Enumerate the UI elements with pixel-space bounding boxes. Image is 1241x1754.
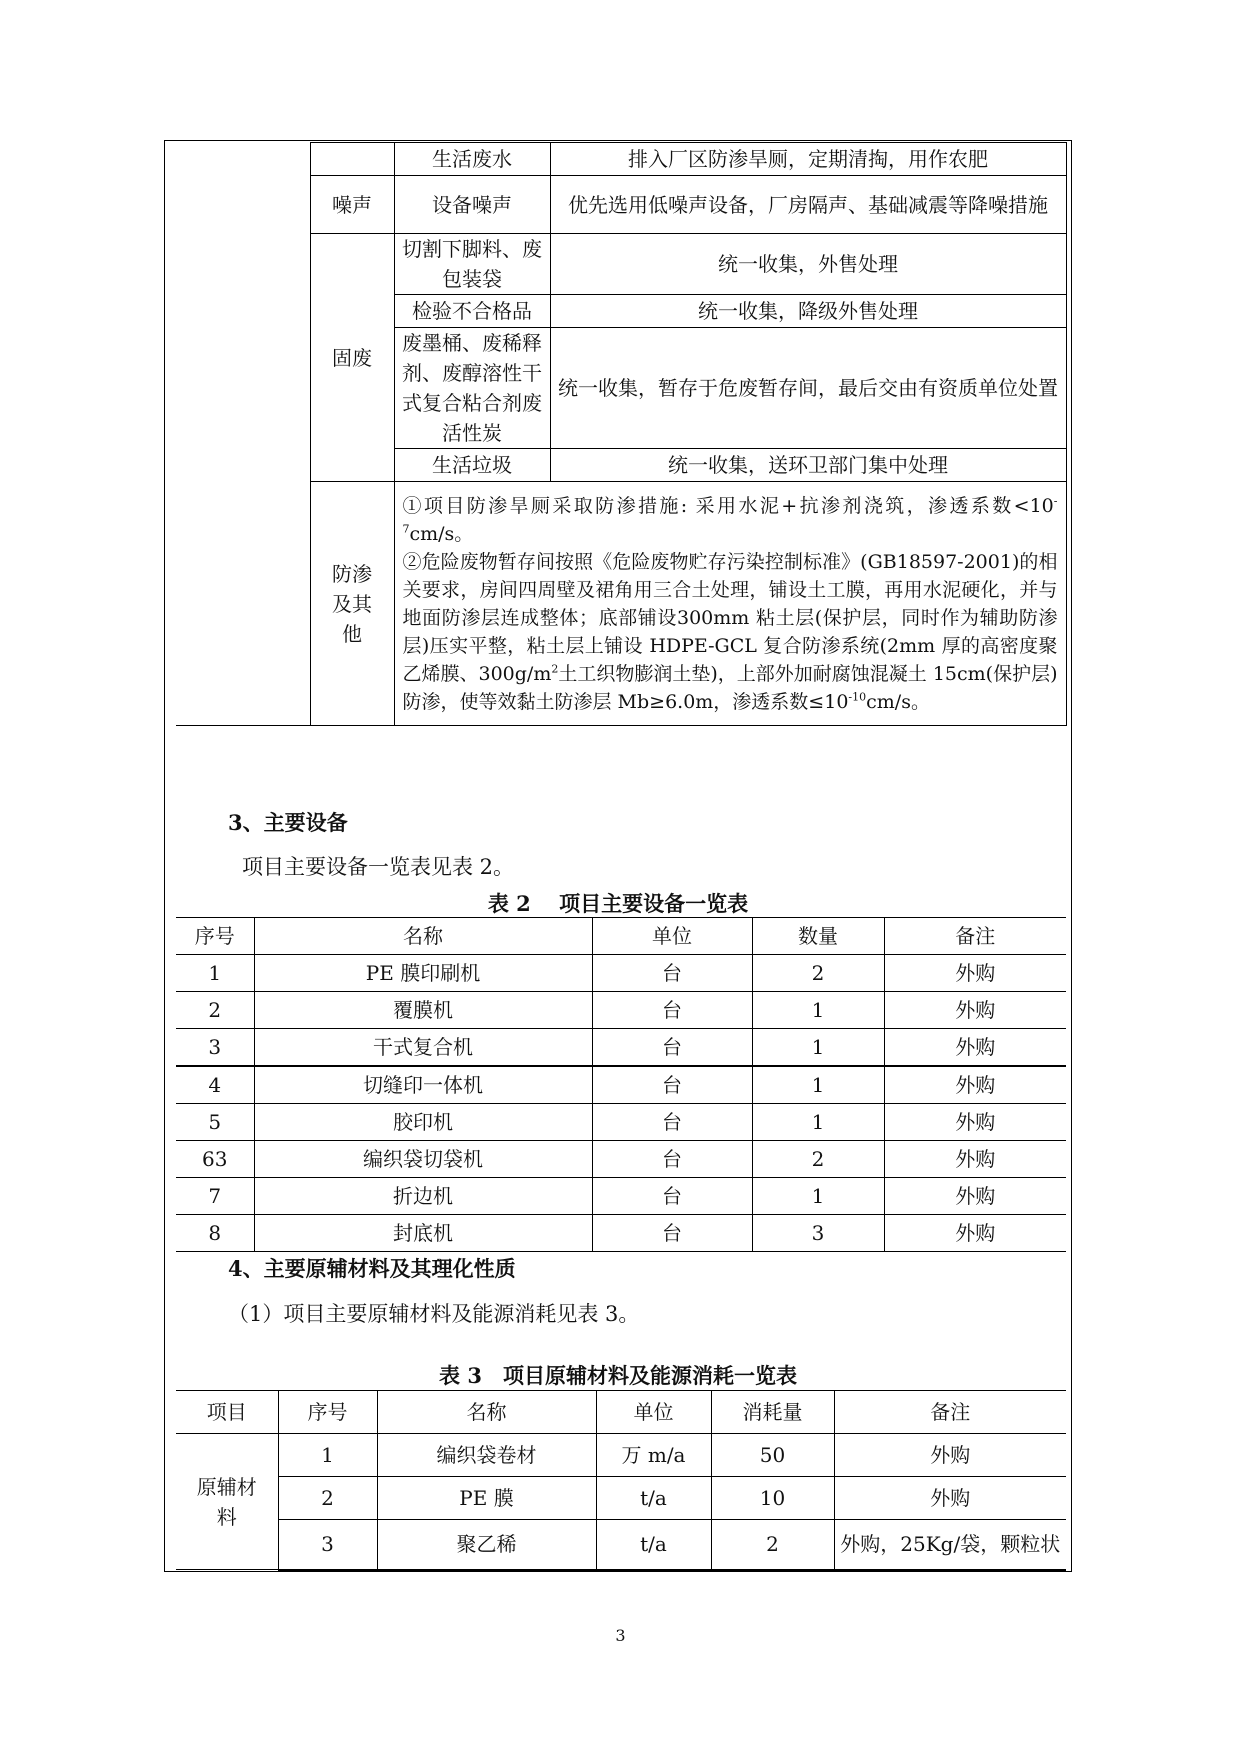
pollution-measures-table bbox=[176, 142, 1067, 726]
cell: 胶印机 bbox=[254, 1104, 592, 1141]
cell: 2 bbox=[278, 1477, 377, 1520]
cell: 3 bbox=[278, 1520, 377, 1570]
item-cell: 废墨桶、废稀释剂、废醇溶性干式复合粘合剂废活性炭 bbox=[394, 328, 550, 449]
cell: PE 膜 bbox=[377, 1477, 596, 1520]
cell: 台 bbox=[592, 1141, 752, 1178]
cell: 台 bbox=[592, 992, 752, 1029]
cell: 编织袋切袋机 bbox=[254, 1141, 592, 1178]
table-row bbox=[176, 1520, 1066, 1570]
cell: t/a bbox=[596, 1520, 711, 1570]
cell: 1 bbox=[752, 1178, 884, 1215]
text-run: cm/s。 bbox=[409, 522, 474, 545]
cell: 外购 bbox=[884, 992, 1066, 1029]
cell: 台 bbox=[592, 1104, 752, 1141]
cell: 台 bbox=[592, 1215, 752, 1252]
superscript: 2 bbox=[551, 662, 559, 676]
cell: 编织袋卷材 bbox=[377, 1434, 596, 1477]
measure-cell: 统一收集，降级外售处理 bbox=[550, 295, 1066, 328]
cell: 万 m/a bbox=[596, 1434, 711, 1477]
table-row bbox=[176, 143, 1066, 176]
header-cell: 名称 bbox=[254, 918, 592, 955]
table-row bbox=[176, 1477, 1066, 1520]
cell: PE 膜印刷机 bbox=[254, 955, 592, 992]
category-cell: 固废 bbox=[310, 234, 394, 482]
cell: 台 bbox=[592, 1029, 752, 1067]
header-cell: 序号 bbox=[176, 918, 254, 955]
cell: 4 bbox=[176, 1066, 254, 1104]
cell: 台 bbox=[592, 1178, 752, 1215]
table-row bbox=[176, 1178, 1066, 1215]
cell: 2 bbox=[752, 955, 884, 992]
cell: 台 bbox=[592, 955, 752, 992]
cell: 2 bbox=[176, 992, 254, 1029]
table-3-caption: 表 3 项目原辅材料及能源消耗一览表 bbox=[439, 1363, 797, 1388]
table-row bbox=[176, 1141, 1066, 1178]
item-cell: 生活废水 bbox=[394, 143, 550, 176]
section-4-heading: 4、主要原辅材料及其理化性质 bbox=[228, 1256, 516, 1281]
table-row bbox=[176, 234, 1066, 295]
page-number: 3 bbox=[615, 1626, 626, 1645]
cell: 外购 bbox=[834, 1434, 1066, 1477]
cell: 10 bbox=[711, 1477, 834, 1520]
cell: 2 bbox=[711, 1520, 834, 1570]
cell: 1 bbox=[176, 955, 254, 992]
cell: 2 bbox=[752, 1141, 884, 1178]
table-header-row bbox=[176, 918, 1066, 955]
cell: 1 bbox=[752, 1066, 884, 1104]
superscript: -7 bbox=[402, 494, 1058, 536]
cell: 外购 bbox=[884, 955, 1066, 992]
cell: 外购 bbox=[884, 1141, 1066, 1178]
header-cell: 数量 bbox=[752, 918, 884, 955]
category-cell: 噪声 bbox=[310, 176, 394, 234]
cell: 7 bbox=[176, 1178, 254, 1215]
text-run: cm/s。 bbox=[866, 690, 930, 713]
cell: 外购，25Kg/袋，颗粒状 bbox=[834, 1520, 1066, 1570]
cell: 台 bbox=[592, 1066, 752, 1104]
header-cell: 单位 bbox=[592, 918, 752, 955]
header-cell: 名称 bbox=[377, 1391, 596, 1434]
seepage-paragraph-2 bbox=[403, 548, 1058, 716]
superscript: -10 bbox=[848, 690, 867, 704]
section-4-intro: （1）项目主要原辅材料及能源消耗见表 3。 bbox=[228, 1302, 640, 1326]
cell: 1 bbox=[752, 1104, 884, 1141]
table-row bbox=[176, 1215, 1066, 1252]
header-cell: 消耗量 bbox=[711, 1391, 834, 1434]
cell: 折边机 bbox=[254, 1178, 592, 1215]
cell: 1 bbox=[752, 1029, 884, 1067]
cell: 外购 bbox=[884, 1104, 1066, 1141]
header-cell: 单位 bbox=[596, 1391, 711, 1434]
raw-materials-table bbox=[176, 1390, 1066, 1571]
cell: 外购 bbox=[884, 1215, 1066, 1252]
cell: 外购 bbox=[834, 1477, 1066, 1520]
table-row bbox=[176, 1029, 1066, 1067]
table-2-caption: 表 2 项目主要设备一览表 bbox=[487, 891, 749, 916]
cell: 封底机 bbox=[254, 1215, 592, 1252]
cell: 50 bbox=[711, 1434, 834, 1477]
seepage-paragraph-1 bbox=[403, 492, 1058, 548]
blank-category-cell bbox=[176, 143, 310, 726]
measure-cell: 排入厂区防渗旱厕，定期清掏，用作农肥 bbox=[550, 143, 1066, 176]
table-row bbox=[176, 955, 1066, 992]
cell: 3 bbox=[176, 1029, 254, 1067]
cell: 外购 bbox=[884, 1029, 1066, 1067]
item-cell: 设备噪声 bbox=[394, 176, 550, 234]
section-3-intro: 项目主要设备一览表见表 2。 bbox=[242, 855, 515, 879]
table-row bbox=[176, 1104, 1066, 1141]
measure-cell: 统一收集，暂存于危废暂存间，最后交由有资质单位处置 bbox=[550, 328, 1066, 449]
text-run: 土工织物膨润土垫)，上部外加耐腐蚀混凝土 15cm(保护层)防渗，使等效黏土防渗层 Mb≥6.0m，渗透系数≤10 bbox=[402, 662, 1058, 713]
header-cell: 序号 bbox=[278, 1391, 377, 1434]
cell: 63 bbox=[176, 1141, 254, 1178]
seepage-label-cell: 防渗及其他 bbox=[310, 482, 394, 726]
seepage-measures-cell bbox=[394, 482, 1066, 726]
cell: 干式复合机 bbox=[254, 1029, 592, 1067]
table-row bbox=[176, 482, 1066, 726]
header-cell: 项目 bbox=[176, 1391, 278, 1434]
table-row bbox=[176, 992, 1066, 1029]
cell: 覆膜机 bbox=[254, 992, 592, 1029]
table-row bbox=[176, 176, 1066, 234]
cell: 3 bbox=[752, 1215, 884, 1252]
item-cell: 生活垃圾 bbox=[394, 449, 550, 482]
cell: 1 bbox=[752, 992, 884, 1029]
measure-cell: 优先选用低噪声设备，厂房隔声、基础减震等降噪措施 bbox=[550, 176, 1066, 234]
group-label-cell: 原辅材料 bbox=[176, 1434, 278, 1570]
cell: 切缝印一体机 bbox=[254, 1066, 592, 1104]
equipment-table bbox=[176, 917, 1066, 1252]
cell: 1 bbox=[278, 1434, 377, 1477]
measure-cell: 统一收集，送环卫部门集中处理 bbox=[550, 449, 1066, 482]
cell: 5 bbox=[176, 1104, 254, 1141]
table-row bbox=[176, 1434, 1066, 1477]
text-run: ①项目防渗旱厕采取防渗措施: 采用水泥+抗渗剂浇筑，渗透系数<10 bbox=[402, 494, 1054, 517]
cell: t/a bbox=[596, 1477, 711, 1520]
item-cell: 切割下脚料、废包装袋 bbox=[394, 234, 550, 295]
cell: 外购 bbox=[884, 1178, 1066, 1215]
cell: 聚乙稀 bbox=[377, 1520, 596, 1570]
cell: 8 bbox=[176, 1215, 254, 1252]
category-cell bbox=[310, 143, 394, 176]
table-row bbox=[176, 1066, 1066, 1104]
table-header-row bbox=[176, 1391, 1066, 1434]
measure-cell: 统一收集，外售处理 bbox=[550, 234, 1066, 295]
text-run: ②危险废物暂存间按照《危险废物贮存污染控制标准》(GB18597-2001)的相关要求，房间四周壁及裙角用三合土处理，铺设土工膜，再用水泥硬化，并与地面防渗层连成整体；底部铺设300mm 粘土层(保护层，同时作为辅助防渗层)压实平整，粘土层上铺设 HDPE-GCL 复合防渗系统(2mm 厚的高密度聚乙烯膜、300g/m bbox=[402, 550, 1058, 685]
section-3-heading: 3、主要设备 bbox=[228, 810, 348, 835]
header-cell: 备注 bbox=[834, 1391, 1066, 1434]
item-cell: 检验不合格品 bbox=[394, 295, 550, 328]
header-cell: 备注 bbox=[884, 918, 1066, 955]
cell: 外购 bbox=[884, 1066, 1066, 1104]
